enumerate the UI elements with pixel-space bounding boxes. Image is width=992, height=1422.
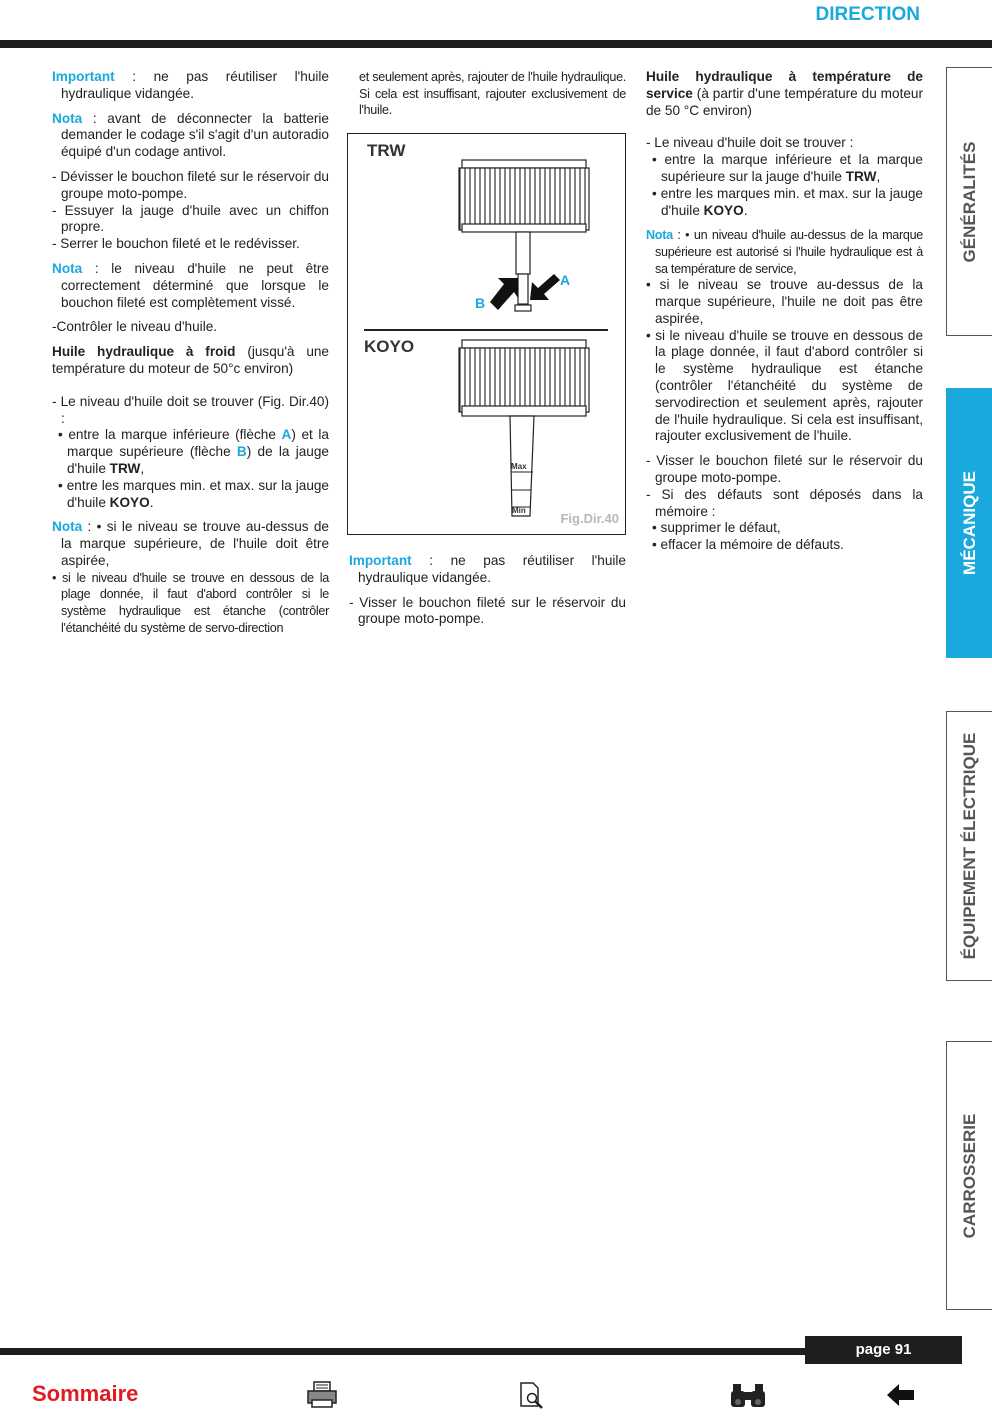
step-wipe: - Essuyer la jauge d'huile avec un chiffon propre. — [52, 202, 329, 235]
nota-label: Nota — [52, 519, 83, 535]
bullet-koyo: • entre les marques min. et max. sur la jauge d'huile KOYO. — [58, 477, 329, 510]
tab-mecanique[interactable]: MÉCANIQUE — [946, 388, 992, 658]
footer-rule — [0, 1348, 805, 1355]
mark-min: Min — [512, 506, 526, 515]
figure-caption: Fig.Dir.40 — [560, 511, 619, 526]
step-tighten: - Serrer le bouchon fileté et le redévisser. — [52, 236, 300, 252]
nota-hot: Nota : • un niveau d'huile au-dessus de la marque supérieure est autorisé si l'huile hydraulique est à sa température de service, — [646, 228, 923, 276]
nota-below-range: • si le niveau d'huile se trouve en dessous de la plage donnée, il faut d'abord contrôler si le système hydraulique est étanche (contrôler l'étanchéité du système de servodirection et seulement après, rajouter de l'huile hydraulique. Si cela est insuffisant, rajouter exclusivement de l'huile. — [646, 327, 923, 444]
nota-label: Nota — [52, 260, 83, 276]
step-screw: - Visser le bouchon fileté sur le réservoir du groupe moto-pompe. — [646, 453, 923, 485]
trw-dipstick — [515, 232, 531, 311]
back-arrow-icon[interactable] — [885, 1380, 917, 1410]
check-level: -Contrôler le niveau d'huile. — [52, 319, 218, 335]
label-koyo: KOYO — [364, 337, 415, 356]
dipstick-drawing — [348, 134, 624, 534]
step-unscrew: - Dévisser le bouchon fileté sur le réservoir du groupe moto-pompe. — [52, 168, 329, 201]
figure-dipstick — [347, 133, 626, 535]
tab-carrosserie[interactable]: CARROSSERIE — [946, 1041, 992, 1310]
text-column-3 — [646, 69, 923, 554]
nota-label: Nota — [52, 110, 83, 126]
nota-above-mark: • si le niveau se trouve au-dessus de la marque supérieure, l'huile ne doit pas être aspirée, — [646, 277, 923, 326]
binoculars-icon[interactable] — [729, 1380, 767, 1410]
zoom-page-icon[interactable] — [517, 1380, 547, 1410]
arrow-a-label: A — [560, 272, 571, 288]
step-faults: - Si des défauts sont déposés dans la mémoire : — [646, 486, 923, 519]
text-column-1 — [52, 69, 329, 636]
header-rule — [0, 40, 992, 48]
bullet-trw: • entre la marque inférieure et la marque supérieure sur la jauge d'huile TRW, — [652, 152, 923, 184]
nota-level: Nota : le niveau d'huile ne peut être correctement déterminé que lorsque le bouchon fileté est complètement vissé. — [52, 260, 329, 310]
bullet-koyo: • entre les marques min. et max. sur la jauge d'huile KOYO. — [652, 185, 923, 218]
nota-battery: Nota : avant de déconnecter la batterie demander le codage s'il s'agit d'un autoradio équipé d'un codage antivol. — [52, 110, 329, 160]
bullet-clear-memory: • effacer la mémoire de défauts. — [652, 537, 844, 553]
step-screw: - Visser le bouchon fileté sur le réservoir du groupe moto-pompe. — [349, 594, 626, 627]
trw-cap — [459, 160, 589, 232]
hot-oil-heading: Huile hydraulique à température de service (à partir d'une température du moteur de 50 °C environ) — [646, 69, 923, 118]
arrow-b — [490, 278, 518, 310]
mark-max: Max — [511, 462, 527, 471]
important-note-2: Important : ne pas réutiliser l'huile hydraulique vidangée. — [349, 553, 626, 585]
printer-icon[interactable] — [305, 1380, 339, 1410]
continued-text: et seulement après, rajouter de l'huile hydraulique. Si cela est insuffisant, rajouter exclusivement de l'huile. — [359, 70, 626, 118]
koyo-cap — [459, 340, 589, 416]
important-note-1: Important : ne pas réutiliser l'huile hydraulique vidangée. — [52, 69, 329, 101]
bullet-delete-fault: • supprimer le défaut, — [652, 520, 781, 536]
important-label: Important — [52, 69, 115, 84]
label-trw: TRW — [367, 141, 406, 160]
level-intro: - Le niveau d'huile doit se trouver (Fig. Dir.40) : — [52, 393, 329, 426]
nota-label: Nota — [646, 228, 673, 243]
important-label: Important — [349, 553, 412, 568]
section-title: DIRECTION — [815, 4, 920, 25]
tab-equipement-electrique[interactable]: ÉQUIPEMENT ÉLECTRIQUE — [946, 711, 992, 981]
text-column-2 — [349, 69, 626, 119]
tab-generalites[interactable]: GÉNÉRALITÉS — [946, 67, 992, 336]
page-number: page 91 — [805, 1336, 962, 1364]
nota-above-mark: Nota : • si le niveau se trouve au-dessus de la marque supérieure, de l'huile doit être aspirée, — [52, 519, 329, 568]
nota-below-range: • si le niveau d'huile se trouve en dessous de la plage donnée, il faut d'abord contrôler si le système hydraulique est étanche (contrôler l'étanchéité du système de servo-direction — [52, 570, 329, 635]
arrow-a — [530, 274, 560, 300]
arrow-b-label: B — [475, 295, 486, 311]
sommaire-link[interactable]: Sommaire — [32, 1381, 139, 1406]
bullet-trw: • entre la marque inférieure (flèche A) et la marque supérieure (flèche B) de la jauge d'huile TRW, — [58, 427, 329, 476]
level-intro: - Le niveau d'huile doit se trouver : — [646, 135, 854, 151]
text-column-2b — [349, 553, 626, 628]
cold-oil-heading: Huile hydraulique à froid (jusqu'à une température du moteur de 50°c environ) — [52, 344, 329, 376]
